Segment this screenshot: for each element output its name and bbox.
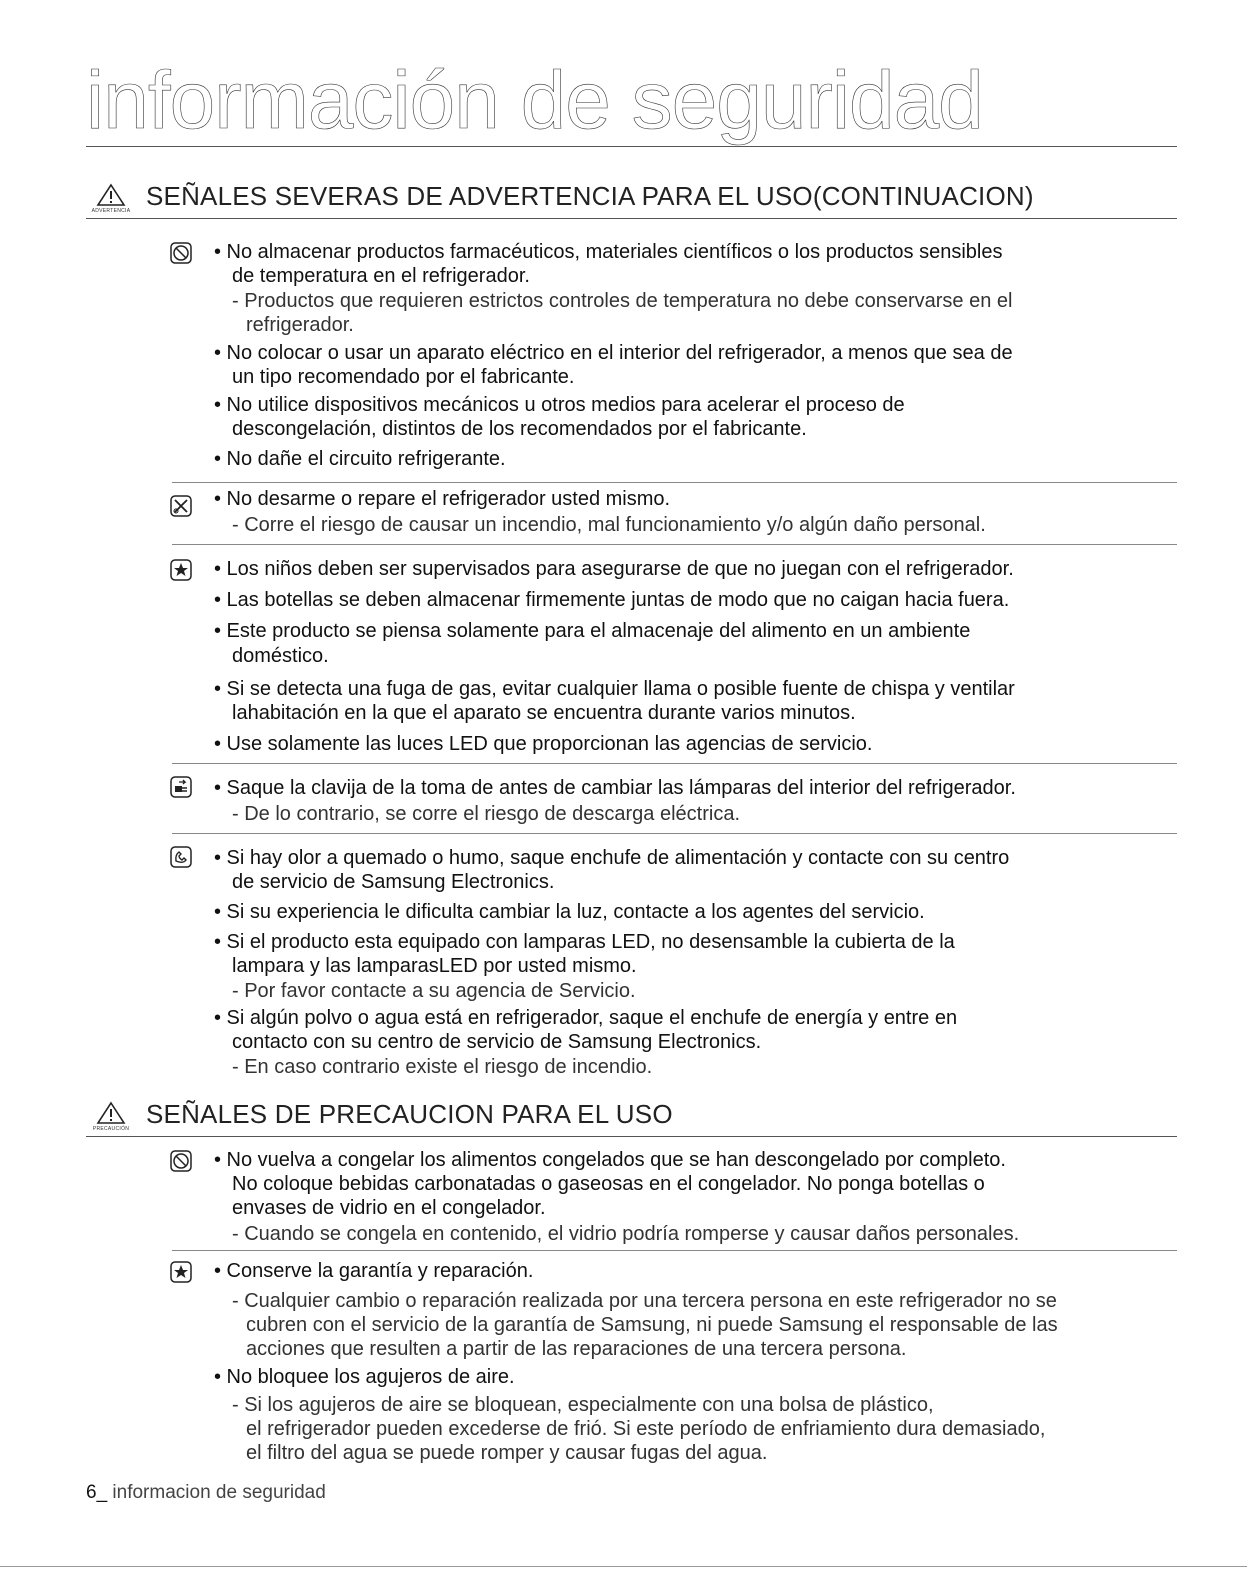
text-line: envases de vidrio en el congelador. [232, 1197, 546, 1219]
text-line: contacto con su centro de servicio de Samsung Electronics. [232, 1031, 762, 1053]
text-line: • No desarme o repare el refrigerador usted mismo. [214, 488, 671, 510]
text-line: • Este producto se piensa solamente para el almacenaje del alimento en un ambiente [214, 620, 971, 642]
text-line: el refrigerador pueden excederse de frió. Si este período de enfriamiento dura demasiado, [246, 1418, 1046, 1440]
warning-icon [86, 183, 136, 214]
text-line: • Si su experiencia le dificulta cambiar la luz, contacte a los agentes del servicio. [214, 901, 925, 923]
safety-group-3 [172, 544, 1177, 755]
text-line: • Use solamente las luces LED que proporcionan las agencias de servicio. [214, 733, 873, 755]
prohibited-icon [170, 1150, 192, 1172]
text-line: • No almacenar productos farmacéuticos, materiales científicos o los productos sensibles [214, 241, 1003, 263]
text-line: cubren con el servicio de la garantía de Samsung, ni puede Samsung el responsable de las [246, 1314, 1058, 1336]
text-line: • Si algún polvo o agua está en refrigerador, saque el enchufe de energía y entre en [214, 1007, 958, 1029]
text-line: doméstico. [232, 645, 329, 667]
text-line: - Corre el riesgo de causar un incendio, mal funcionamiento y/o algún daño personal. [232, 514, 986, 536]
title-rule [86, 146, 1177, 147]
page-title: información de seguridad [86, 55, 983, 146]
text-line: • Saque la clavija de la toma de antes de cambiar las lámparas del interior del refrigerador. [214, 777, 1016, 799]
section-heading-caution [86, 1086, 1177, 1137]
text-line: • Si se detecta una fuga de gas, evitar cualquier llama o posible fuente de chispa y ventilar [214, 678, 1015, 700]
section-heading-text: SEÑALES DE PRECAUCION PARA EL USO [146, 1099, 673, 1129]
safety-group-5 [172, 833, 1177, 1078]
mandatory-star-icon [170, 559, 192, 581]
section-heading-text: SEÑALES SEVERAS DE ADVERTENCIA PARA EL USO(CONTINUACION) [146, 181, 1034, 211]
contact-service-icon [170, 846, 192, 868]
text-line: lampara y las lamparasLED por usted mismo. [232, 955, 637, 977]
no-disassemble-icon [170, 495, 192, 517]
page-footer [86, 1482, 326, 1504]
text-line: - Productos que requieren estrictos controles de temperatura no debe conservarse en el [232, 290, 1013, 312]
safety-group-4 [172, 763, 1177, 825]
text-line: • Si el producto esta equipado con lamparas LED, no desensamble la cubierta de la [214, 931, 955, 953]
text-line: de temperatura en el refrigerador. [232, 265, 530, 287]
text-line: • Si hay olor a quemado o humo, saque enchufe de alimentación y contacte con su centro [214, 847, 1010, 869]
text-line: - Por favor contacte a su agencia de Servicio. [232, 980, 636, 1002]
text-line: • No dañe el circuito refrigerante. [214, 448, 506, 470]
text-line: - Cualquier cambio o reparación realizada por una tercera persona en este refrigerador no se [232, 1290, 1057, 1312]
text-line: un tipo recomendado por el fabricante. [232, 366, 575, 388]
page-number: 6_ [86, 1482, 108, 1503]
caution-icon-label: PRECAUCIÓN [92, 1126, 130, 1132]
text-line: de servicio de Samsung Electronics. [232, 871, 555, 893]
safety-group-7 [172, 1250, 1177, 1464]
prohibited-icon [170, 242, 192, 264]
mandatory-star-icon [170, 1261, 192, 1283]
section-heading-warning [86, 168, 1177, 219]
text-line: el filtro del agua se puede romper y causar fugas del agua. [246, 1442, 768, 1464]
text-line: lahabitación en la que el aparato se encuentra durante varios minutos. [232, 702, 856, 724]
warning-icon-label: ADVERTENCIA [91, 208, 131, 214]
text-line: - De lo contrario, se corre el riesgo de descarga eléctrica. [232, 803, 741, 825]
text-line: acciones que resulten a partir de las reparaciones de una tercera persona. [246, 1338, 907, 1360]
footer-label: informacion de seguridad [107, 1482, 326, 1503]
text-line: descongelación, distintos de los recomendados por el fabricante. [232, 418, 807, 440]
text-line: - Cuando se congela en contenido, el vidrio podría romperse y causar daños personales. [232, 1223, 1020, 1245]
text-line: refrigerador. [246, 314, 354, 336]
text-line: • No vuelva a congelar los alimentos congelados que se han descongelado por completo. [214, 1149, 1006, 1171]
text-line: • No colocar o usar un aparato eléctrico en el interior del refrigerador, a menos que sea de [214, 342, 1013, 364]
unplug-icon [170, 776, 192, 798]
text-line: • Las botellas se deben almacenar firmemente juntas de modo que no caigan hacia fuera. [214, 589, 1010, 611]
text-line: - En caso contrario existe el riesgo de incendio. [232, 1056, 653, 1078]
text-line: • No utilice dispositivos mecánicos u otros medios para acelerar el proceso de [214, 394, 905, 416]
text-line: • Los niños deben ser supervisados para asegurarse de que no juegan con el refrigerador. [214, 558, 1014, 580]
text-line: No coloque bebidas carbonatadas o gaseosas en el congelador. No ponga botellas o [232, 1173, 985, 1195]
text-line: - Si los agujeros de aire se bloquean, especialmente con una bolsa de plástico, [232, 1394, 934, 1416]
text-line: • No bloquee los agujeros de aire. [214, 1366, 515, 1388]
caution-icon [86, 1101, 136, 1132]
text-line: • Conserve la garantía y reparación. [214, 1260, 534, 1282]
bottom-rule [0, 1566, 1247, 1567]
safety-group-2 [172, 482, 1177, 536]
